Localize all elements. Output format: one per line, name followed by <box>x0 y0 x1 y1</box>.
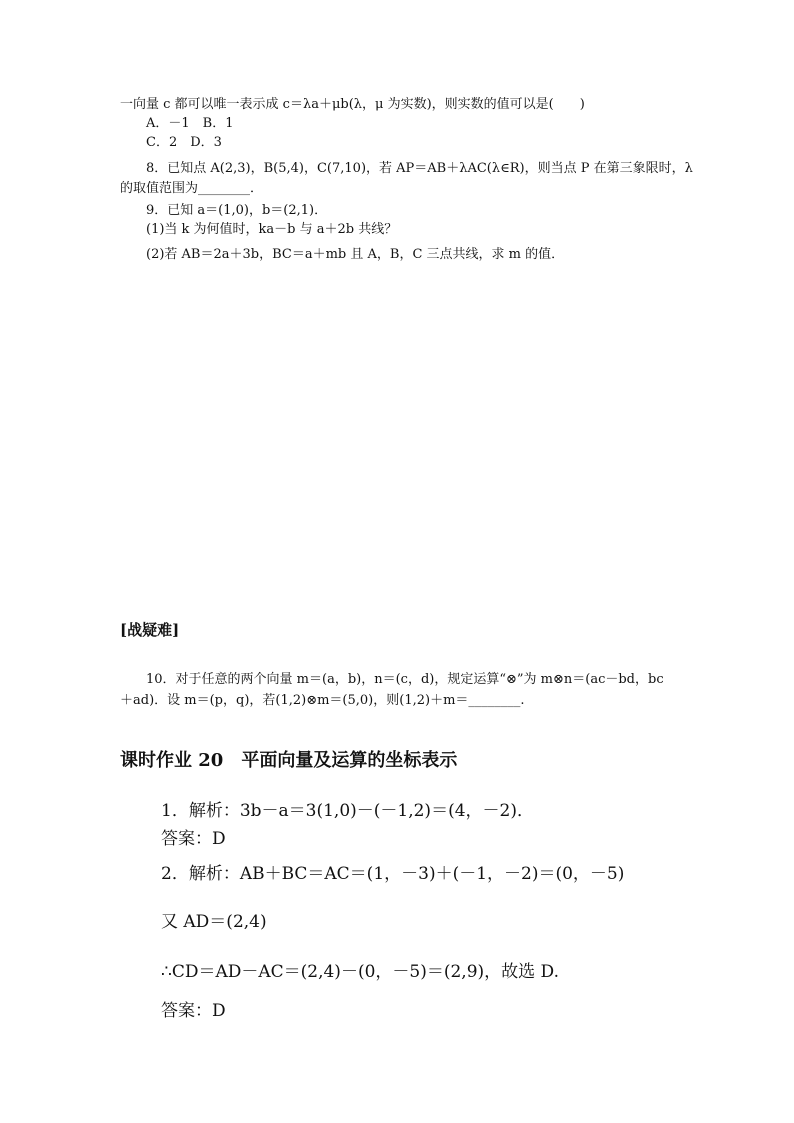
problem-10-line-2: ＋ad)．设 m＝(p，q)，若(1,2)⊗m＝(5,0)，则(1,2)＋m＝________. <box>120 693 525 708</box>
answer-2-given: 又 AD＝(2,4) <box>161 912 267 932</box>
answers-title: 课时作业 20 平面向量及运算的坐标表示 <box>120 750 458 771</box>
problem-8-line-1: 8．已知点 A(2,3)，B(5,4)，C(7,10)，若 AP＝AB＋λAC(λ∈R)，则当点 P 在第三象限时，λ <box>146 161 693 176</box>
problem-10-line-1: 10．对于任意的两个向量 m＝(a，b)，n＝(c，d)，规定运算“⊗”为 m⊗n＝(ac－bd，bc <box>146 672 664 687</box>
problem-9-line-2: (1)当 k 为何值时，ka－b 与 a＋2b 共线？ <box>146 222 398 237</box>
answer-2-analysis: 2．解析：AB＋BC＝AC＝(1，－3)＋(－1，－2)＝(0，－5) <box>161 864 625 884</box>
answer-2-result: 答案：D <box>161 1001 226 1021</box>
problem-9-line-3: (2)若 AB＝2a＋3b，BC＝a＋mb 且 A，B，C 三点共线，求 m 的值． <box>146 247 565 262</box>
problem-9-line-1: 9．已知 a＝(1,0)，b＝(2,1)． <box>146 203 328 218</box>
problem-7-stem-continued: 一向量 c 都可以唯一表示成 c＝λa＋μb(λ，μ 为实数)，则实数的值可以是( ) <box>120 97 585 112</box>
problem-7-options-ab: A．－1 B．1 <box>146 116 234 131</box>
challenge-heading: [战疑难] <box>120 621 180 639</box>
answer-2-derivation: ∴CD＝AD－AC＝(2,4)－(0，－5)＝(2,9)，故选 D. <box>161 962 559 982</box>
problem-7-options-cd: C．2 D．3 <box>146 135 222 150</box>
answer-1-analysis: 1．解析：3b－a＝3(1,0)－(－1,2)＝(4，－2)． <box>161 801 534 821</box>
problem-8-line-2: 的取值范围为________． <box>120 181 264 196</box>
answer-1-result: 答案：D <box>161 829 226 849</box>
